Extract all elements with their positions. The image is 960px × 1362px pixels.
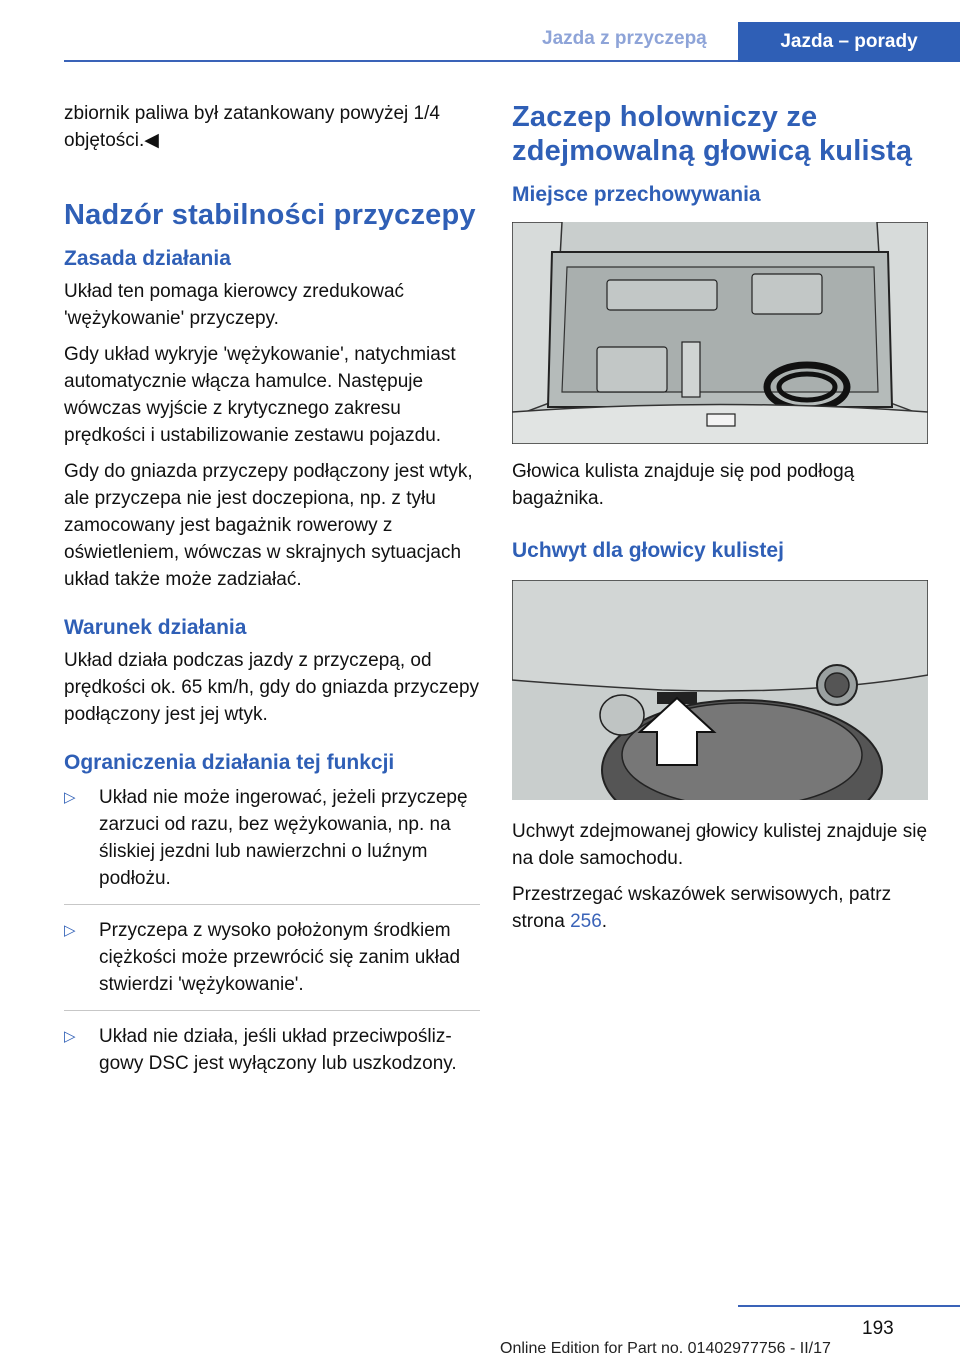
ball-head-holder-drawing — [512, 580, 928, 800]
triangle-bullet-icon: ▷ — [64, 789, 76, 806]
left-column — [64, 100, 480, 1077]
section-title-trailer-stability: Nadzór stabilności przyczepy — [64, 199, 476, 231]
figure-caption: Głowica kulista znajduje się pod podłogą bagażnika. — [512, 461, 855, 509]
list-item: ▷ Przyczepa z wysoko położonym środkiem ciężkości może przewrócić się zanim układ stwierdzi 'wężykowanie'. — [64, 917, 480, 998]
list-item: ▷ Układ nie działa, jeśli układ przeciwpoślizgowy DSC jest wyłączony lub uszkodzony. — [64, 1023, 480, 1077]
list-item: ▷ Układ nie może ingerować, jeżeli przyczepę zarzuci od razu, bez wężykowania, np. na śliskiej jezdni lub nawierzchni o luźnym podłożu. — [64, 784, 480, 892]
limitations-list — [64, 784, 480, 1077]
header-rule — [64, 60, 738, 62]
page-number: 193 — [862, 1318, 894, 1339]
intro-text: zbiornik paliwa był zatankowany powyżej 1/4 objętości.◀ — [64, 103, 440, 151]
paragraph: Uchwyt zdejmowanej głowicy kulistej znajduje się na dole samochodu. — [512, 821, 928, 869]
heading-limitations: Ograniczenia działania tej funkcji — [64, 751, 395, 774]
footer-rule — [738, 1305, 960, 1307]
heading-storage-location: Miejsce przechowywania — [512, 183, 761, 206]
right-column — [512, 100, 928, 944]
heading-operating-condition: Warunek działania — [64, 616, 247, 639]
page-reference-link[interactable]: 256 — [570, 911, 602, 932]
paragraph: Układ działa podczas jazdy z przyczepą, od prędkości ok. 65 km/h, gdy do gniazda przyczepy podłączony jest jej wtyk. — [64, 650, 480, 725]
header-tab-driving-tips[interactable]: Jazda – porady — [738, 22, 960, 62]
triangle-bullet-icon: ▷ — [64, 922, 76, 939]
trunk-storage-illustration — [512, 222, 928, 444]
divider — [64, 1010, 480, 1011]
header-tab-towing[interactable]: Jazda z przyczepą — [542, 28, 707, 49]
heading-operating-principle: Zasada działania — [64, 247, 231, 270]
section-title-tow-hitch: Zaczep holowniczy ze zdejmowalną głowicą kulistą — [512, 101, 913, 167]
paragraph: Przestrzegać wskazówek serwisowych, patrz strona 256. — [512, 884, 892, 932]
triangle-bullet-icon: ▷ — [64, 1028, 76, 1045]
trunk-storage-drawing — [512, 222, 928, 444]
edition-info: Online Edition for Part no. 01402977756 - II/17 — [500, 1340, 831, 1357]
paragraph: Układ ten pomaga kierowcy zredukować 'wężykowanie' przyczepy. — [64, 281, 405, 329]
divider — [64, 904, 480, 905]
heading-ball-head-holder: Uchwyt dla głowicy kulistej — [512, 539, 784, 562]
paragraph: Gdy do gniazda przyczepy podłączony jest wtyk, ale przyczepa nie jest doczepiona, np. z tyłu zamocowany jest bagażnik rowerowy z oświetleniem, wówczas w skrajnych sytuacjach układ także może zadziałać. — [64, 461, 473, 590]
ball-head-holder-illustration — [512, 580, 928, 800]
paragraph: Gdy układ wykryje 'wężykowanie', natychmiast automatycznie włącza hamulce. Następuje wówczas wyjście z krytycznego zakresu prędkości i ustabilizowanie zestawu pojazdu. — [64, 344, 456, 446]
